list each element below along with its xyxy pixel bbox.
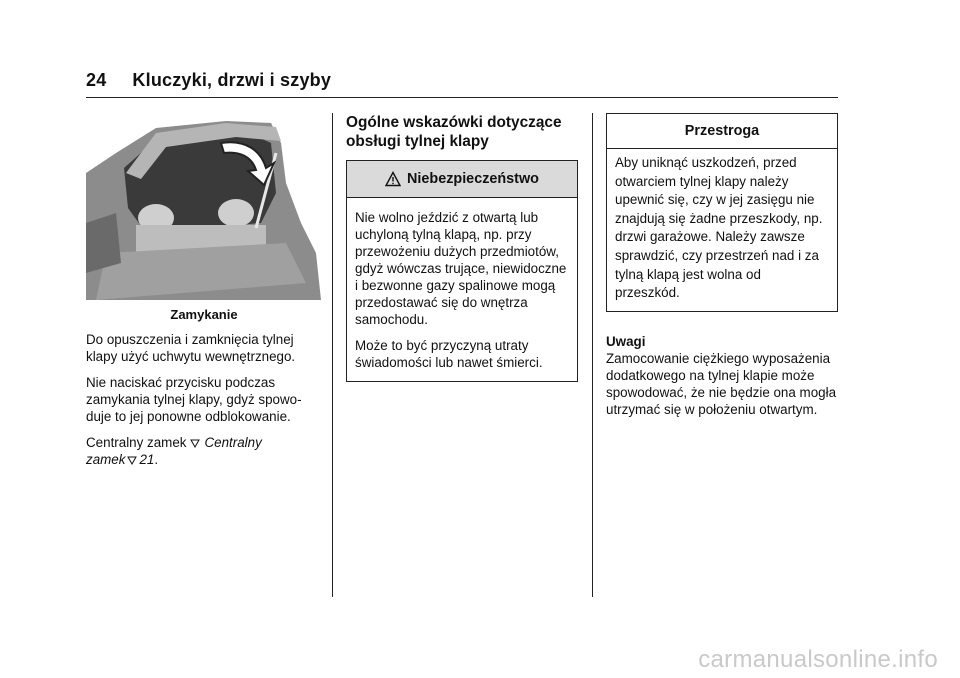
caution-header: Przestroga bbox=[607, 114, 837, 149]
caution-box bbox=[606, 113, 838, 312]
xref-suffix: . bbox=[154, 452, 159, 467]
warning-triangle-icon bbox=[385, 171, 401, 187]
column-3 bbox=[606, 113, 838, 418]
danger-header bbox=[347, 161, 577, 198]
section-title-line-2: obsługi tylnej klapy bbox=[346, 133, 489, 150]
page-header bbox=[86, 70, 331, 91]
reference-triangle-icon bbox=[127, 455, 137, 465]
page-title: Kluczyki, drzwi i szyby bbox=[132, 70, 332, 90]
image-caption: Zamykanie bbox=[170, 307, 238, 322]
column-1 bbox=[86, 113, 322, 468]
header-divider bbox=[86, 97, 838, 98]
section-title bbox=[346, 113, 578, 151]
note-title: Uwagi bbox=[606, 333, 646, 349]
caution-body bbox=[607, 149, 837, 311]
paragraph-central-lock-xref bbox=[86, 434, 322, 468]
watermark: carmanualsonline.info bbox=[698, 646, 938, 673]
paragraph-button-warning: Nie naciskać przycisku podczas zamykania tylnej klapy, gdyż spowoduje to jej ponowne odblokowanie. bbox=[86, 375, 302, 424]
tailgate-closing-photo bbox=[86, 113, 321, 300]
xref-link-central-lock[interactable]: Centralny bbox=[204, 435, 262, 450]
danger-paragraph-2: Może to być przyczyną utraty świadomości lub nawet śmierci. bbox=[355, 338, 543, 370]
reference-triangle-icon bbox=[190, 438, 200, 448]
danger-paragraph-1: Nie wolno jeździć z otwartą lub uchyloną tylną klapą, np. przy przewożeniu dużych przedmiotów, gdyż wówczas trujące, niewidoczne i bezwonne gazy spalinowe mogą przedostawać się do wnętrza samochodu. bbox=[355, 210, 567, 327]
danger-body bbox=[347, 198, 577, 381]
xref-prefix: Centralny zamek bbox=[86, 435, 187, 450]
xref-link-central-lock-cont[interactable]: zamek bbox=[86, 452, 126, 467]
section-title-line-1: Ogólne wskazówki dotyczące bbox=[346, 114, 562, 131]
xref-page-number[interactable]: 21 bbox=[139, 452, 155, 467]
column-2 bbox=[346, 113, 578, 382]
paragraph-close-handle: Do opuszczenia i zamknięcia tylnej klapy użyć uchwytu wewnętrznego. bbox=[86, 332, 296, 364]
caution-paragraph: Aby uniknąć uszkodzeń, przed otwarciem tylnej klapy należy upewnić się, czy w jej zasięgu nie znajdują się żadne przeszkody, np. drzwi garażowe. Należy zawsze sprawdzić, czy przestrzeń nad i za tylną klapą jest wolna od przeszkód. bbox=[615, 155, 823, 301]
column-divider-2 bbox=[592, 113, 593, 597]
danger-title: Niebezpieczeństwo bbox=[407, 171, 539, 187]
column-divider-1 bbox=[332, 113, 333, 597]
danger-box bbox=[346, 160, 578, 382]
page-number: 24 bbox=[86, 70, 107, 90]
note-paragraph: Zamocowanie ciężkiego wyposażenia dodatkowego na tylnej klapie może spowodować, że nie będzie ona mogła utrzymać się w położeniu otwartym. bbox=[606, 350, 837, 417]
